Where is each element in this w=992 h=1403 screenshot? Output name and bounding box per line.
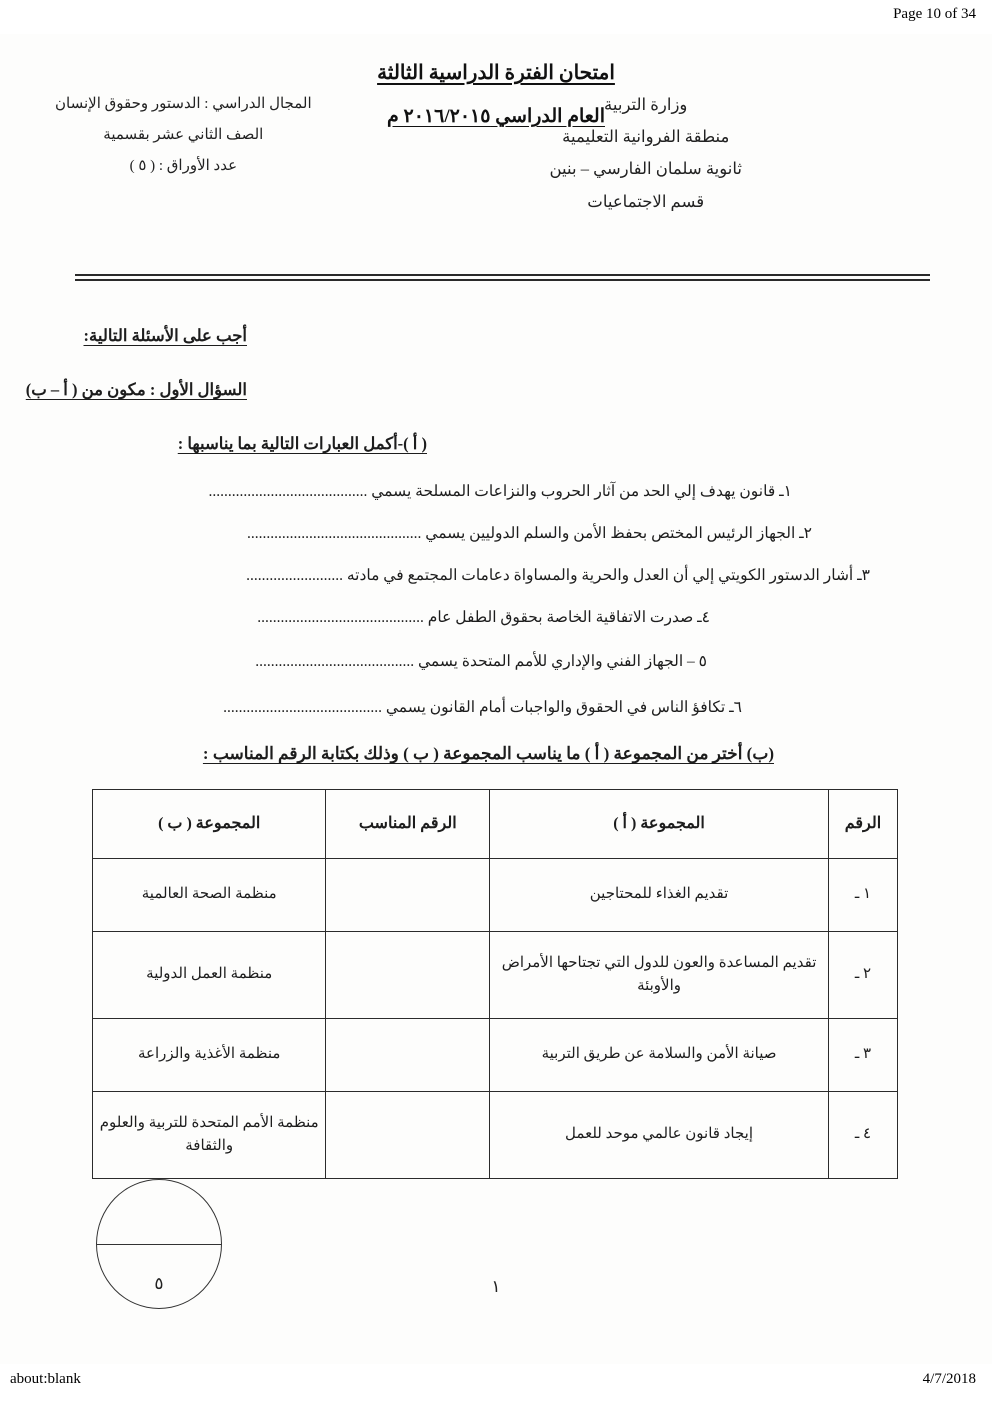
- page-indicator: Page 10 of 34: [893, 6, 976, 22]
- row-2-number: ٢ ـ: [828, 932, 897, 1019]
- header-number: الرقم: [828, 790, 897, 859]
- page-url: about:blank: [10, 1371, 81, 1387]
- answer-all-instruction: أجب على الأسئلة التالية:: [83, 326, 247, 345]
- fill-item-2-blank: .............................................: [247, 525, 422, 542]
- row-3-number: ٣ ـ: [828, 1019, 897, 1092]
- sheet-page-number: ١: [491, 1277, 501, 1296]
- print-date: 4/7/2018: [922, 1371, 976, 1387]
- table-header-row: [93, 790, 898, 859]
- row-2-group-a: تقديم المساعدة والعون للدول التي تجتاحها الأمراض والأوبئة: [490, 932, 829, 1019]
- row-4-group-a: إيجاد قانون عالمي موحد للعمل: [490, 1092, 829, 1179]
- subject-info-block: [55, 89, 312, 181]
- row-4-number: ٤ ـ: [828, 1092, 897, 1179]
- exam-title-line2: العام الدراسي ٢٠١٦/٢٠١٥ م: [387, 106, 605, 127]
- fill-item-3: [246, 566, 870, 585]
- row-1-answer-box[interactable]: [326, 859, 490, 932]
- browser-print-footer: [0, 1371, 992, 1393]
- table-row: [93, 932, 898, 1019]
- exam-title-line1: امتحان الفترة الدراسية الثالثة: [377, 62, 615, 84]
- part-b-heading: (ب) أختر من المجموعة ( أ ) ما يناسب المجموعة ( ب ) وذلك بكتابة الرقم المناسب :: [202, 744, 774, 763]
- table-row: [93, 1019, 898, 1092]
- fill-item-4-text: ٤ـ صدرت الاتفاقية الخاصة بحقوق الطفل عام: [427, 609, 710, 626]
- part-a-heading: ( أ )-أكمل العبارات التالية بما يناسبها :: [177, 434, 427, 453]
- row-1-number: ١ ـ: [828, 859, 897, 932]
- fill-item-3-blank: .........................: [246, 567, 343, 584]
- row-2-group-b: منظمة العمل الدولية: [93, 932, 326, 1019]
- fill-item-4: [257, 608, 710, 627]
- row-3-answer-box[interactable]: [326, 1019, 490, 1092]
- fill-item-1-text: ١ـ قانون يهدف إلي الحد من آثار الحروب والنزاعات المسلحة يسمي: [371, 483, 792, 500]
- table-row: [93, 1092, 898, 1179]
- region-line: منطقة الفروانية التعليمية: [562, 127, 730, 147]
- row-4-group-b: منظمة الأمم المتحدة للتربية والعلوم والثقافة: [93, 1092, 326, 1179]
- school-line: ثانوية سلمان الفارسي – بنين: [549, 159, 742, 179]
- row-1-group-a: تقديم الغذاء للمحتاجين: [490, 859, 829, 932]
- fill-item-5-blank: .........................................: [255, 653, 415, 670]
- browser-print-header: [0, 6, 992, 28]
- stamp-mark: ٥: [154, 1274, 164, 1293]
- fill-item-1-blank: .........................................: [208, 483, 368, 500]
- fill-item-1: [209, 482, 792, 501]
- row-1-group-b: منظمة الصحة العالمية: [93, 859, 326, 932]
- department-line: قسم الاجتماعيات: [587, 191, 705, 211]
- ministry-line: وزارة التربية: [604, 95, 688, 114]
- school-identity-block: [549, 89, 742, 218]
- papers-count-line: عدد الأوراق : ( ٥ ): [129, 157, 238, 174]
- row-4-answer-box[interactable]: [326, 1092, 490, 1179]
- fill-item-6-blank: .........................................: [223, 699, 382, 716]
- fill-item-6: [223, 698, 742, 717]
- fill-item-4-blank: ...........................................: [257, 609, 424, 626]
- fill-item-5: [255, 652, 707, 671]
- header-group-a: المجموعة ( أ ): [490, 790, 829, 859]
- fill-item-6-text: ٦ـ تكافؤ الناس في الحقوق والواجبات أمام القانون يسمي: [385, 699, 742, 716]
- grade-line: الصف الثاني عشر بقسمية: [103, 126, 264, 143]
- stamp-divider: [97, 1244, 221, 1245]
- subject-line: المجال الدراسي : الدستور وحقوق الإنسان: [55, 96, 312, 112]
- fill-item-2: [247, 524, 812, 543]
- row-3-group-a: صيانة الأمن والسلامة عن طريق التربية: [490, 1019, 829, 1092]
- fill-item-5-text: ٥ – الجهاز الفني والإداري للأمم المتحدة يسمي: [417, 653, 707, 670]
- header-divider-rule: [75, 274, 930, 281]
- header-answer: الرقم المناسب: [326, 790, 490, 859]
- header-group-b: المجموعة ( ب ): [93, 790, 326, 859]
- table-row: [93, 859, 898, 932]
- scanned-document-page: [0, 34, 992, 1364]
- fill-item-2-text: ٢ـ الجهاز الرئيس المختص بحفظ الأمن والسلم الدوليين يسمي: [425, 525, 812, 542]
- row-2-answer-box[interactable]: [326, 932, 490, 1019]
- row-3-group-b: منظمة الأغذية والزراعة: [93, 1019, 326, 1092]
- fill-item-3-text: ٣ـ أشار الدستور الكويتي إلي أن العدل والحرية والمساواة دعامات المجتمع في مادته: [346, 567, 870, 584]
- matching-table: [92, 789, 898, 1179]
- question-one-heading: السؤال الأول : مكون من ( أ – ب): [25, 380, 247, 399]
